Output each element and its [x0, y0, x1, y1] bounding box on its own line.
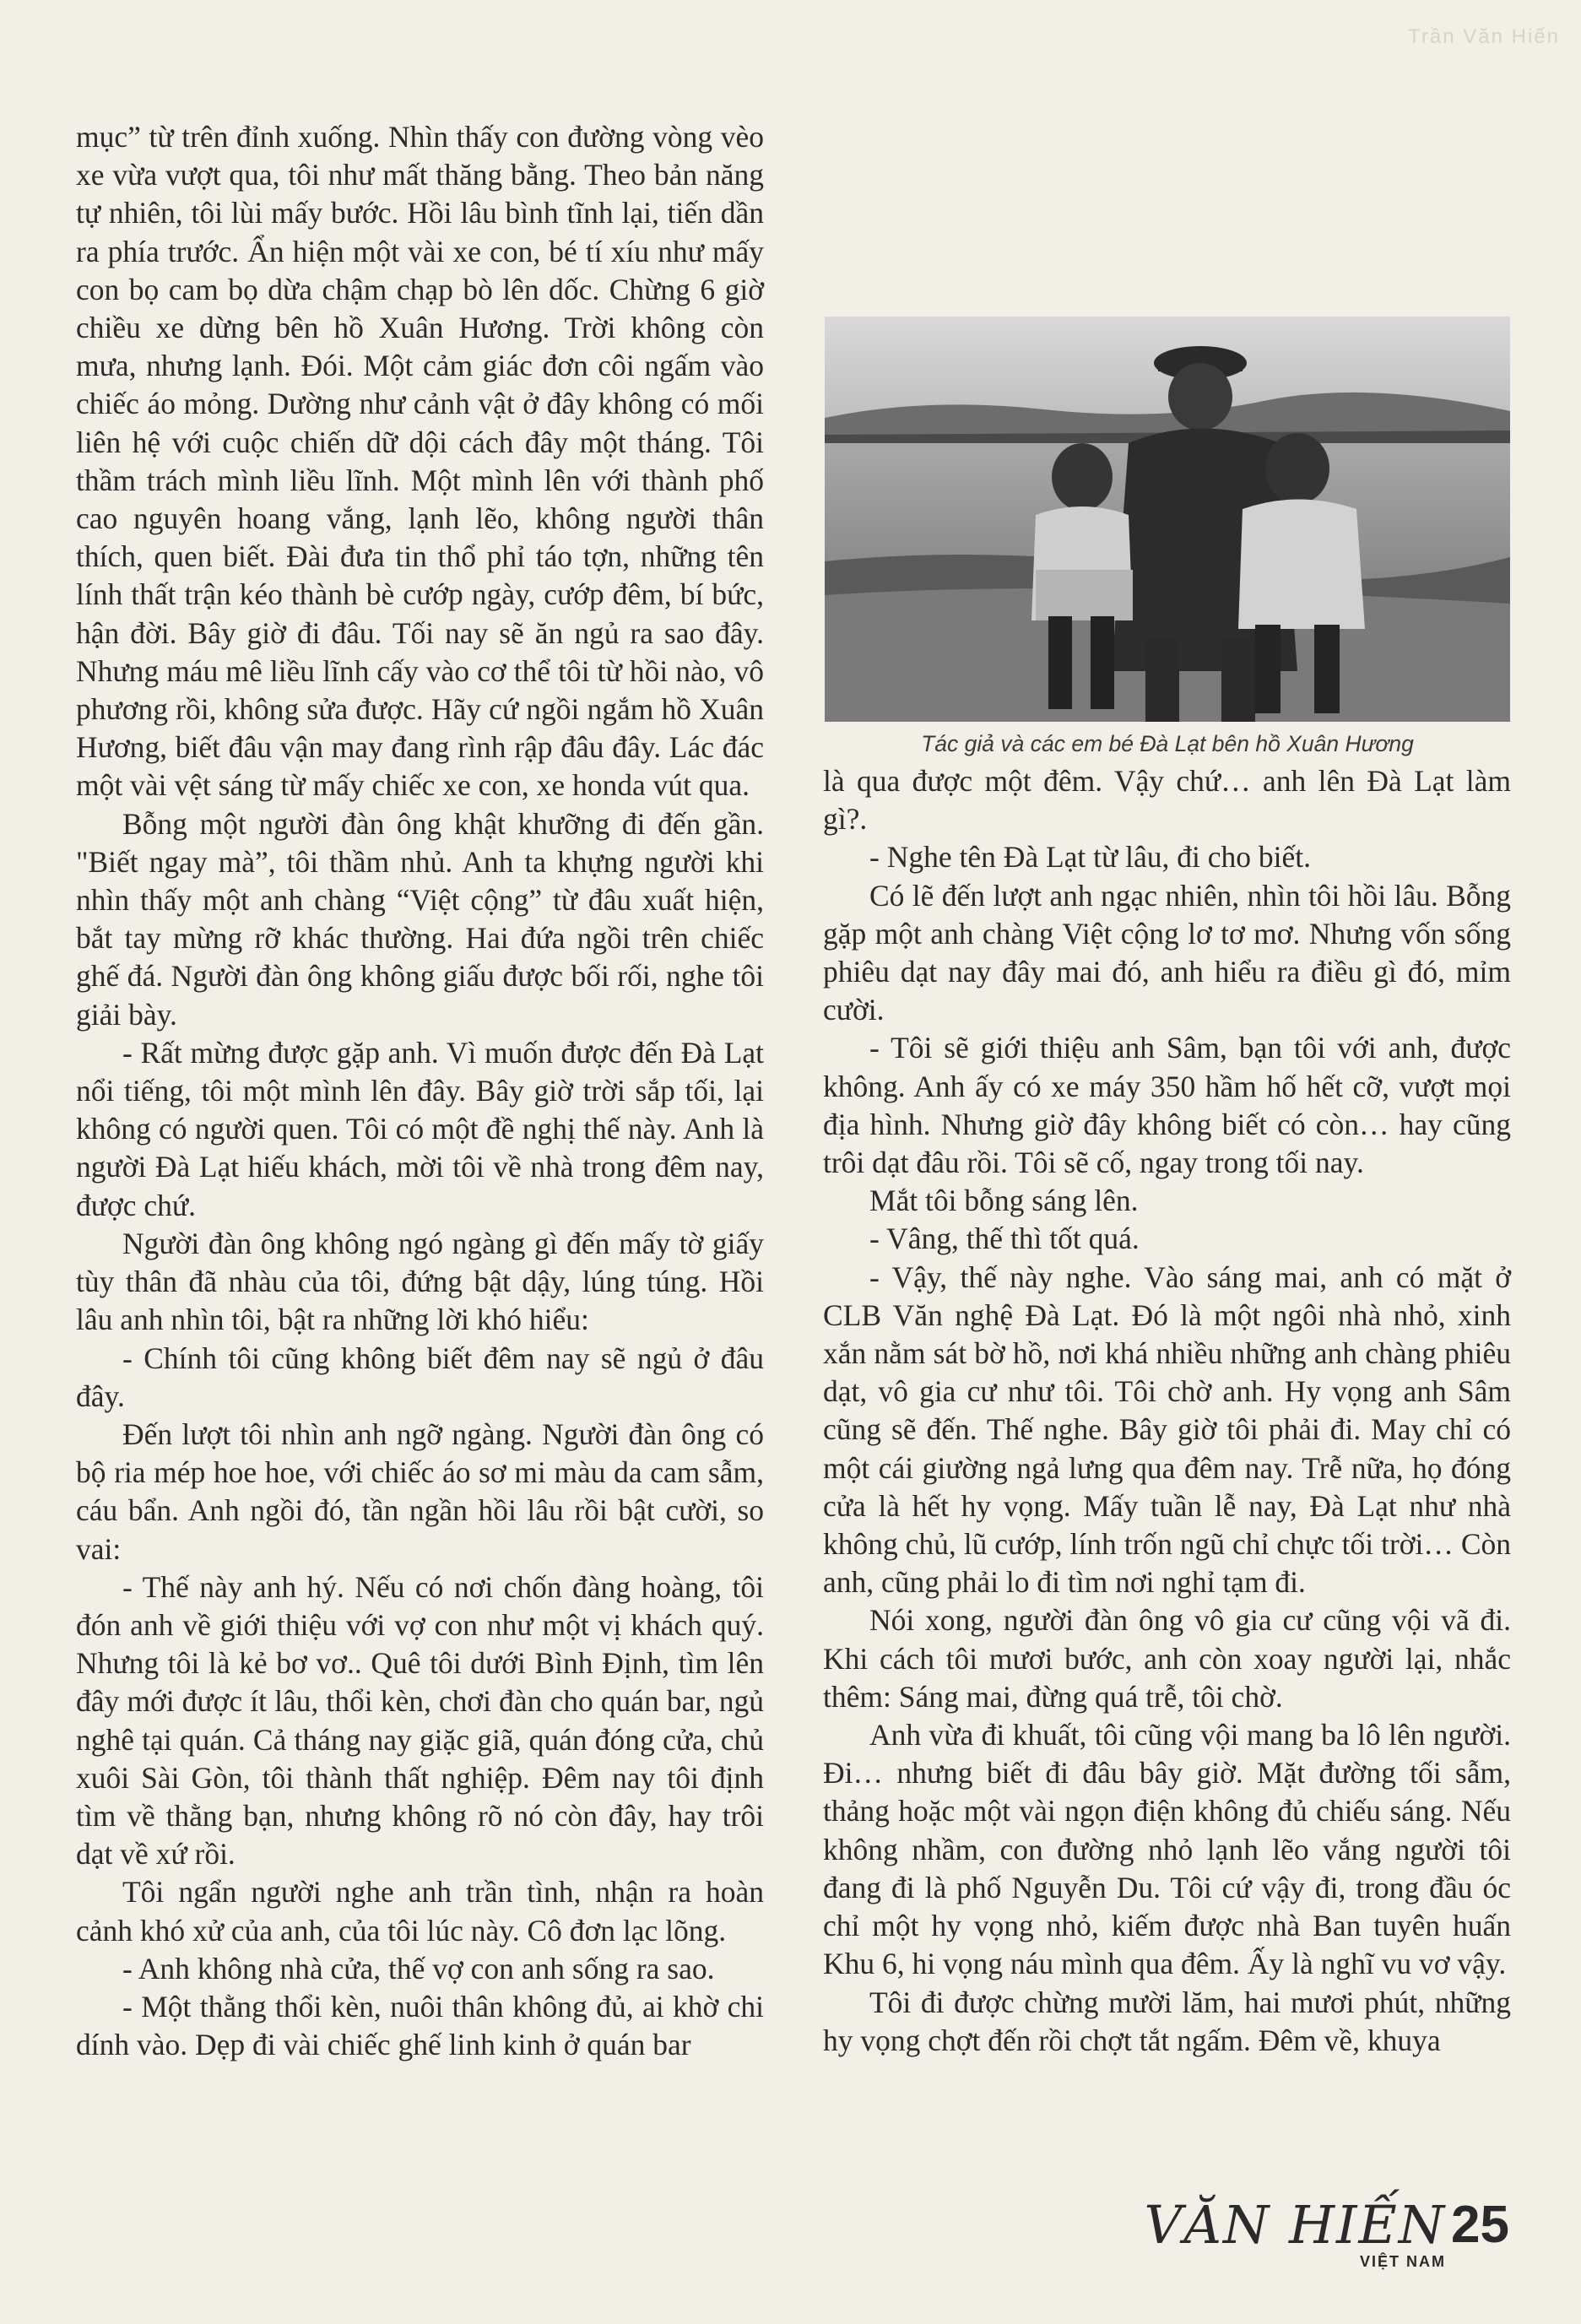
lake-photo [825, 317, 1510, 722]
paragraph: Người đàn ông không ngó ngàng gì đến mấy tờ giấy tùy thân đã nhàu của tôi, đứng bật dậy, lúng túng. Hồi lâu anh nhìn tôi, bật ra những lời khó hiểu: [76, 1226, 764, 1337]
right-text-column [823, 762, 1511, 2060]
paragraph: Tôi đi được chừng mười lăm, hai mươi phút, những hy vọng chợt đến rồi chợt tắt ngấm. Đêm về, khuya [823, 1985, 1511, 2057]
running-header: Trần Văn Hiến [1408, 25, 1560, 48]
magazine-name: VĂN HIẾN [1144, 2194, 1447, 2256]
paragraph: Mắt tôi bỗng sáng lên. [869, 1184, 1139, 1218]
paragraph: - Một thằng thổi kèn, nuôi thân không đủ, ai khờ chi dính vào. Dẹp đi vài chiếc ghế linh kinh ở quán bar [76, 1989, 764, 2062]
photo-caption: Tác giả và các em bé Đà Lạt bên hồ Xuân Hương [921, 731, 1414, 756]
paragraph: - Rất mừng được gặp anh. Vì muốn được đến Đà Lạt nổi tiếng, tôi một mình lên đây. Bây giờ trời sắp tối, lại không có người quen. Tôi có một đề nghị thế này. Anh là người Đà Lạt hiếu khách, mời tôi về nhà trong đêm nay, được chứ. [76, 1035, 764, 1222]
paragraph: mục” từ trên đỉnh xuống. Nhìn thấy con đường vòng vèo xe vừa vượt qua, tôi như mất thăng bằng. Theo bản năng tự nhiên, tôi lùi mấy bước. Hồi lâu bình tĩnh lại, tiến dần ra phía trước. Ẩn hiện một vài xe con, bé tí xíu như mấy con bọ cam bọ dừa chậm chạp bò lên dốc. Chừng 6 giờ chiều xe dừng bên hồ Xuân Hương. Trời không còn mưa, nhưng lạnh. Đói. Một cảm giác đơn côi ngấm vào chiếc áo mỏng. Dường như cảnh vật ở đây không có mối liên hệ với cuộc chiến dữ dội cách đây một tháng. Tôi thầm trách mình liều lĩnh. Một mình lên với thành phố cao nguyên hoang vắng, lạnh lẽo, không người thân thích, quen biết. Đài đưa tin thổ phỉ táo tợn, những tên lính thất trận kéo thành bè cướp ngày, cướp đêm, bí bức, hận đời. Bây giờ đi đâu. Tối nay sẽ ăn ngủ ra sao đây. Nhưng máu mê liều lĩnh cấy vào cơ thể tôi từ hồi nào, vô phương rồi, không sửa được. Hãy cứ ngồi ngắm hồ Xuân Hương, biết đâu vận may đang rình rập đâu đây. Lác đác một vài vệt sáng từ mấy chiếc xe con, xe honda vút qua. [76, 120, 764, 803]
left-text-column [76, 118, 764, 2064]
paragraph: - Tôi sẽ giới thiệu anh Sâm, bạn tôi với anh, được không. Anh ấy có xe máy 350 hầm hố hết cỡ, vượt mọi địa hình. Nhưng giờ đây không biết có còn… hay cũng trôi dạt đâu rồi. Tôi sẽ cố, ngay trong tối nay. [823, 1031, 1511, 1180]
page-footer [1144, 2194, 1509, 2271]
paragraph: Có lẽ đến lượt anh ngạc nhiên, nhìn tôi hồi lâu. Bỗng gặp một anh chàng Việt cộng lơ tơ mơ. Nhưng vốn sống phiêu dạt nay đây mai đó, anh hiểu ra điều gì đó, mỉm cười. [823, 878, 1511, 1027]
magazine-subtitle: VIỆT NAM [1360, 2253, 1447, 2270]
paragraph: Tôi ngẩn người nghe anh trần tình, nhận ra hoàn cảnh khó xử của anh, của tôi lúc này. Cô đơn lạc lõng. [76, 1875, 764, 1948]
paragraph: - Vậy, thế này nghe. Vào sáng mai, anh có mặt ở CLB Văn nghệ Đà Lạt. Đó là một ngôi nhà nhỏ, xinh xắn nằm sát bờ hồ, nơi khá nhiều những anh chàng phiêu dạt, vô gia cư như tôi. Tôi chờ anh. Hy vọng anh Sâm cũng sẽ đến. Thế nghe. Bây giờ tôi phải đi. May chỉ có một cái giường ngả lưng qua đêm nay. Trễ nữa, họ đóng cửa là hết hy vọng. Mấy tuần lễ nay, Đà Lạt như nhà không chủ, lũ cướp, lính trốn ngũ chỉ chực tối trời… Còn anh, cũng phải lo đi tìm nơi nghỉ tạm đi. [823, 1260, 1511, 1600]
photo-illustration [825, 317, 1510, 722]
paragraph: Bỗng một người đàn ông khật khưỡng đi đến gần. "Biết ngay mà”, tôi thầm nhủ. Anh ta khựng người khi nhìn thấy một anh chàng “Việt cộng” từ đâu xuất hiện, bắt tay mừng rỡ khác thường. Hai đứa ngồi trên chiếc ghế đá. Người đàn ông không giấu được bối rối, nghe tôi giải bày. [76, 806, 764, 1032]
paragraph: - Chính tôi cũng không biết đêm nay sẽ ngủ ở đâu đây. [76, 1341, 764, 1413]
paragraph: Đến lượt tôi nhìn anh ngỡ ngàng. Người đàn ông có bộ ria mép hoe hoe, với chiếc áo sơ mi màu da cam sẫm, cáu bẩn. Anh ngồi đó, tần ngần hồi lâu rồi bật cười, so vai: [76, 1417, 764, 1566]
paragraph: - Vâng, thế thì tốt quá. [869, 1222, 1140, 1256]
paragraph: Anh vừa đi khuất, tôi cũng vội mang ba lô lên người. Đi… nhưng biết đi đâu bây giờ. Mặt đường tối sẫm, thảng hoặc một vài ngọn điện không đủ chiếu sáng. Nếu không nhầm, con đường nhỏ lạnh lẽo vắng người tôi đang đi là phố Nguyễn Du. Tôi cứ vậy đi, trong đầu óc chỉ một hy vọng nhỏ, kiếm được nhà Ban tuyên huấn Khu 6, hi vọng náu mình qua đêm. Ấy là nghĩ vu vơ vậy. [823, 1718, 1511, 1981]
magazine-logo [1144, 2194, 1447, 2271]
paragraph: - Nghe tên Đà Lạt từ lâu, đi cho biết. [869, 840, 1311, 875]
page-number: 25 [1451, 2196, 1509, 2254]
paragraph: Nói xong, người đàn ông vô gia cư cũng vội vã đi. Khi cách tôi mươi bước, anh còn xoay người lại, nhắc thêm: Sáng mai, đừng quá trễ, tôi chờ. [823, 1603, 1511, 1714]
paragraph: là qua được một đêm. Vậy chứ… anh lên Đà Lạt làm gì?. [823, 764, 1511, 837]
paragraph: - Thế này anh hý. Nếu có nơi chốn đàng hoàng, tôi đón anh về giới thiệu với vợ con như một vị khách quý. Nhưng tôi là kẻ bơ vơ.. Quê tôi dưới Bình Định, tìm lên đây mới được ít lâu, thổi kèn, chơi đàn cho quán bar, ngủ nghê tại quán. Cả tháng nay giặc giã, quán đóng cửa, chủ xuôi Sài Gòn, tôi thành thất nghiệp. Đêm nay tôi định tìm về thằng bạn, nhưng không rõ nó còn đây, hay trôi dạt về xứ rồi. [76, 1569, 764, 1872]
paragraph: - Anh không nhà cửa, thế vợ con anh sống ra sao. [122, 1951, 715, 1985]
